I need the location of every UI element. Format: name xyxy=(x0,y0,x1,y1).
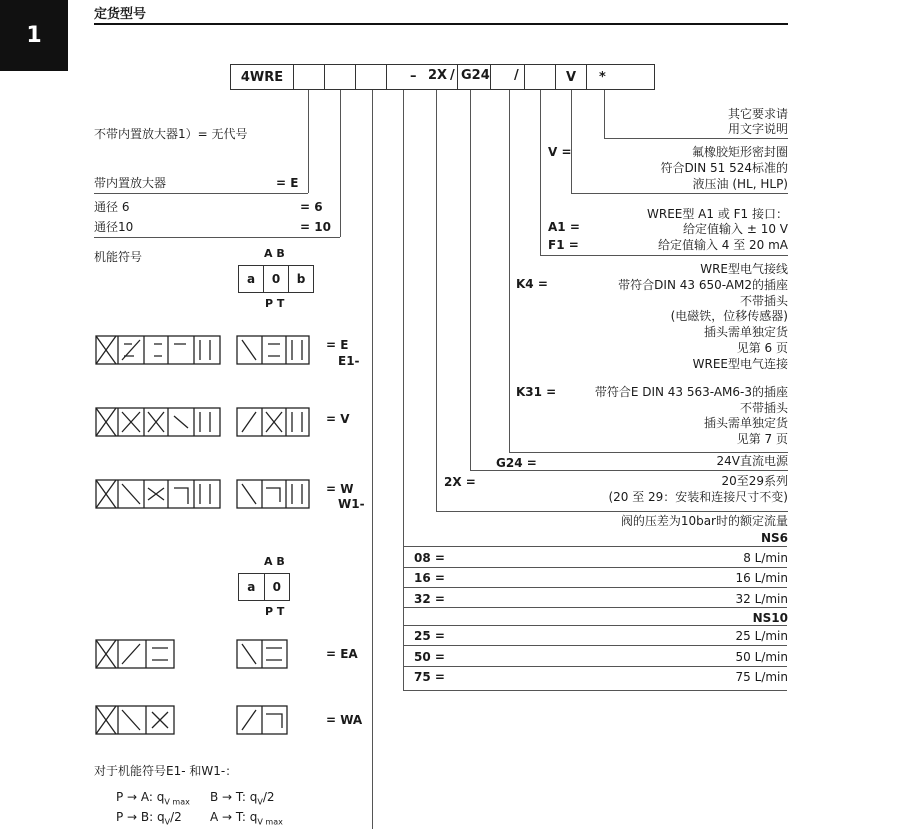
opt-f1-code: F1 = xyxy=(548,238,579,252)
size6-label: 通径 6 xyxy=(94,200,130,214)
pos-0-2: 0 xyxy=(272,580,281,594)
flow-row-code: 08 = xyxy=(414,551,445,565)
code-2x: 2X xyxy=(428,68,448,83)
opt-k31-code: K31 = xyxy=(516,385,557,399)
size6-code: = 6 xyxy=(300,200,323,214)
leader-2x xyxy=(436,90,437,511)
pos-b: b xyxy=(296,272,306,286)
formula-p-b: P → B: $q_V/2$ xyxy=(116,810,182,827)
leader-flow xyxy=(403,90,404,690)
opt-a1-code: A1 = xyxy=(548,220,580,234)
code-dash: – xyxy=(410,69,417,84)
opt-wree-header: WREE型 A1 或 F1 接口： xyxy=(646,207,788,221)
code-box-2 xyxy=(294,64,325,90)
code-box-3 xyxy=(325,64,356,90)
opt-v-code: V = xyxy=(548,145,572,159)
page-title: 定货型号 xyxy=(94,7,147,22)
code-slash-2: / xyxy=(514,68,519,83)
leader-a1 xyxy=(540,90,541,255)
title-rule xyxy=(94,23,788,25)
pos-a-2: a xyxy=(239,574,265,600)
leader-g24 xyxy=(470,90,471,470)
code-box-4wre: 4WRE xyxy=(230,64,294,90)
port-label-ab: A B xyxy=(264,247,285,260)
code-top-line xyxy=(387,64,555,65)
sym-w: = W xyxy=(326,482,354,496)
sym-v: = V xyxy=(326,412,350,426)
valve-symbols-2pos xyxy=(94,632,324,742)
sym-ea: = EA xyxy=(326,647,358,661)
code-bottom-line xyxy=(387,89,555,90)
code-slash-1: / xyxy=(450,68,455,83)
size10-code: = 10 xyxy=(300,220,331,234)
basic-symbol-2pos xyxy=(238,573,290,601)
code-box-4 xyxy=(356,64,387,90)
opt-g24-code: G24 = xyxy=(496,456,537,470)
sym-w1: W1- xyxy=(338,497,365,511)
leader-k4 xyxy=(509,90,510,452)
port-label-pt: P T xyxy=(265,297,285,310)
symbols-title: 机能符号 xyxy=(94,250,143,264)
code-box-v: V xyxy=(555,64,587,90)
flow-row-value: 8 L/min xyxy=(743,551,788,565)
flow-ns10-label: NS10 xyxy=(752,611,788,625)
opt-2x-code: 2X = xyxy=(444,475,476,489)
formula-p-a: P → A: $q_{V max}$ xyxy=(116,790,190,807)
valve-symbols-large xyxy=(94,326,324,546)
with-amp-code: = E xyxy=(276,176,299,190)
sym-wa: = WA xyxy=(326,713,363,727)
leader-symbols xyxy=(372,90,373,829)
leader-v xyxy=(571,90,572,193)
pos-a: a xyxy=(239,266,264,292)
formula-b-t: B → T: $q_V/2$ xyxy=(210,790,275,807)
leader-amp xyxy=(308,90,309,193)
no-amp-label: 不带内置放大器1）= 无代号 xyxy=(94,127,248,141)
formula-a-t: A → T: $q_{V max}$ xyxy=(210,810,283,827)
code-g24: G24 xyxy=(461,68,490,83)
basic-symbol-3pos xyxy=(238,265,314,293)
with-amp-label: 带内置放大器 xyxy=(94,176,167,190)
leader-size xyxy=(340,90,341,237)
sym-e1: E1- xyxy=(338,354,360,368)
flow-ns6-label: NS6 xyxy=(760,531,788,545)
page-number-badge: 1 xyxy=(0,0,68,71)
size10-label: 通径10 xyxy=(94,220,134,234)
port-label-pt-2: P T xyxy=(265,605,285,618)
note-e1-w1: 对于机能符号E1- 和W1-： xyxy=(94,764,238,778)
opt-other-line2: 用文字说明 xyxy=(727,122,788,136)
opt-k4-code: K4 = xyxy=(516,277,548,291)
opt-other-line1: 其它要求请 xyxy=(727,107,788,121)
code-box-star: * xyxy=(587,64,655,90)
pos-0: 0 xyxy=(264,266,289,292)
flow-header: 阀的压差为10bar时的额定流量 xyxy=(620,514,788,528)
sym-e: = E xyxy=(326,338,349,352)
port-label-ab-2: A B xyxy=(264,555,285,568)
